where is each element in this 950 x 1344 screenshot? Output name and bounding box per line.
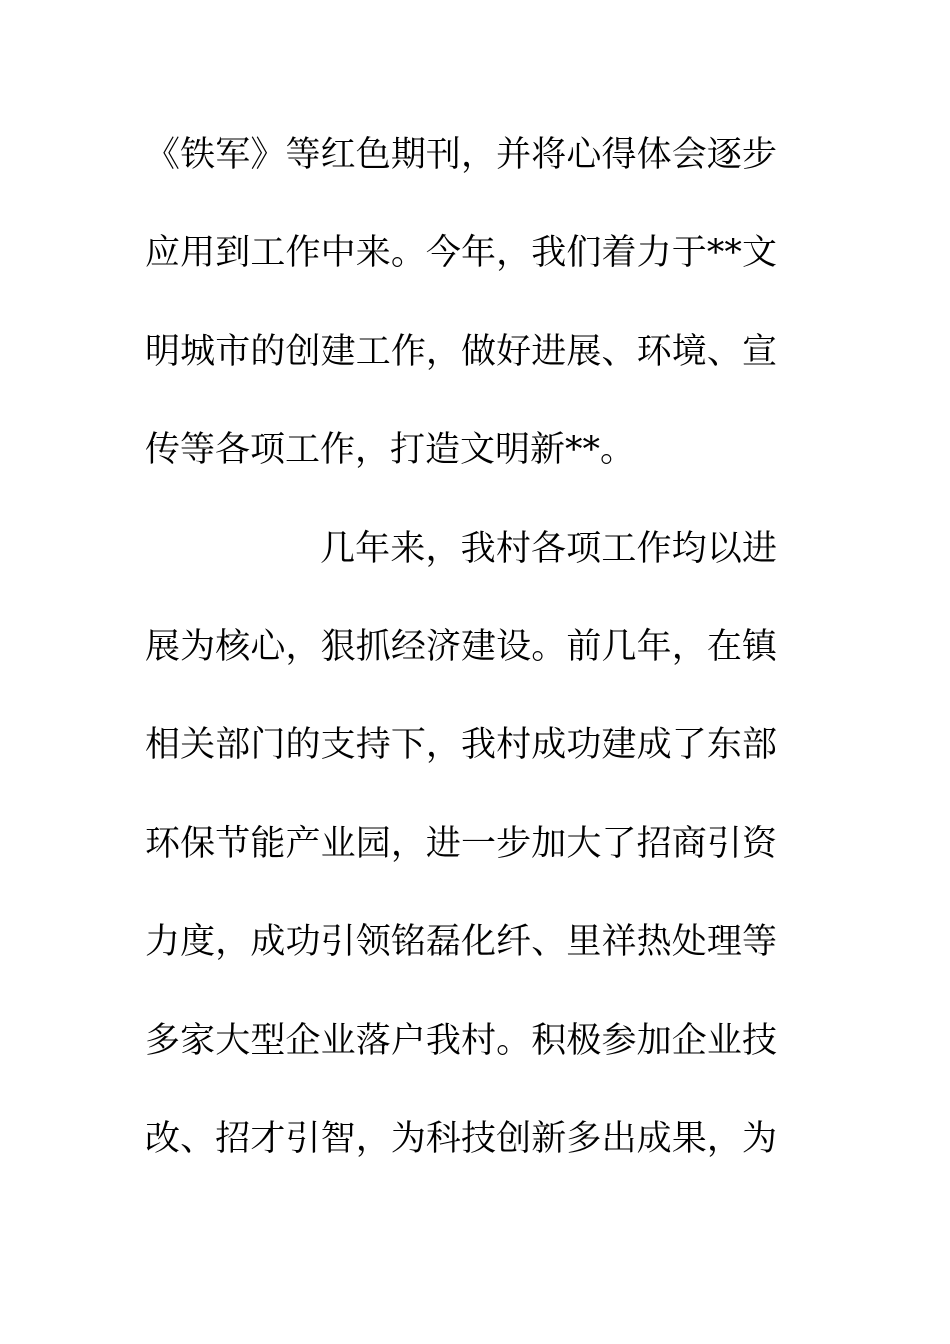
paragraph-line: 改、招才引智，为科技创新多出成果，为 xyxy=(145,1119,777,1159)
paragraph-line: 传等各项工作，打造文明新**。 xyxy=(145,430,636,470)
paragraph-line: 几年来，我村各项工作均以进 xyxy=(320,529,777,569)
paragraph-line: 《铁军》等红色期刊，并将心得体会逐步 xyxy=(145,135,777,175)
paragraph-line: 明城市的创建工作，做好进展、环境、宣 xyxy=(145,332,777,372)
paragraph-line: 多家大型企业落户我村。积极参加企业技 xyxy=(145,1021,777,1061)
paragraph-line: 力度，成功引领铭磊化纤、里祥热处理等 xyxy=(145,922,777,962)
paragraph-line: 相关部门的支持下，我村成功建成了东部 xyxy=(145,725,777,765)
paragraph-line: 环保节能产业园，进一步加大了招商引资 xyxy=(145,824,777,864)
paragraph-line: 应用到工作中来。今年，我们着力于**文 xyxy=(145,233,777,273)
paragraph-line: 展为核心，狠抓经济建设。前几年，在镇 xyxy=(145,627,777,667)
